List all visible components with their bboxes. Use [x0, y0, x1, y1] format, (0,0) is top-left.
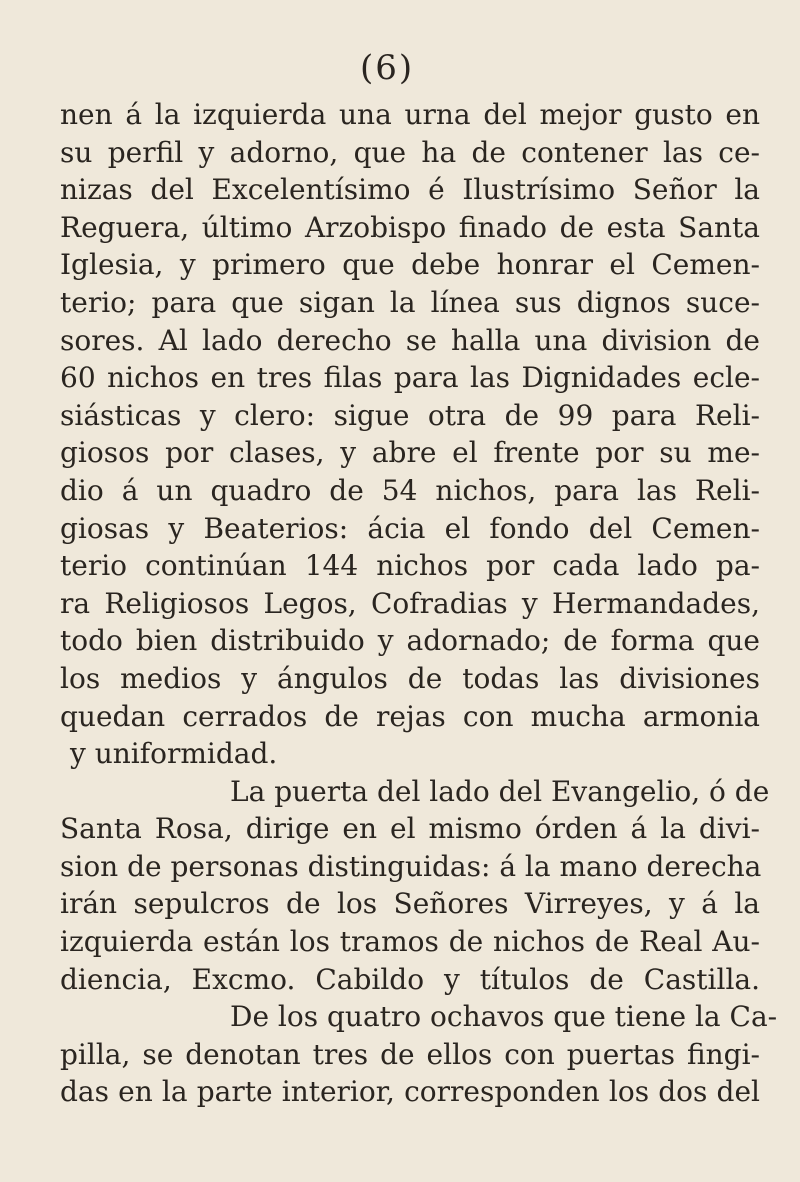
text-line: Iglesia, y primero que debe honrar el Cemen-	[60, 248, 760, 282]
text-line: giosas y Beaterios: ácia el fondo del Cemen-	[60, 511, 760, 545]
text-line: 60 nichos en tres filas para las Dignidades ecle-	[60, 361, 760, 395]
text-line: diencia, Excmo. Cabildo y títulos de Castilla.	[60, 962, 760, 996]
text-line: izquierda están los tramos de nichos de Real Au-	[60, 925, 760, 959]
text-line: su perfil y adorno, que ha de contener las ce-	[60, 135, 760, 169]
text-line: dio á un quadro de 54 nichos, para las Reli-	[60, 473, 760, 507]
text-line: los medios y ángulos de todas las divisiones	[60, 661, 760, 695]
text-line: sores. Al lado derecho se halla una division de	[60, 323, 760, 357]
body-text	[60, 96, 778, 1111]
text-line: Reguera, último Arzobispo finado de esta Santa	[60, 210, 760, 244]
text-line: siásticas y clero: sigue otra de 99 para Reli-	[60, 398, 760, 432]
text-line: quedan cerrados de rejas con mucha armonia	[60, 699, 760, 733]
text-line: todo bien distribuido y adornado; de forma que	[60, 624, 760, 658]
text-line: Santa Rosa, dirige en el mismo órden á la divi-	[60, 812, 760, 846]
text-line: giosos por clases, y abre el frente por su me-	[60, 436, 760, 470]
text-line: nen á la izquierda una urna del mejor gusto en	[60, 98, 760, 131]
text-line: La puerta del lado del Evangelio, ó de	[230, 774, 770, 808]
text-line: terio; para que sigan la línea sus dignos suce-	[60, 285, 760, 319]
text-line: y uniformidad.	[70, 737, 278, 771]
page-number: (6)	[360, 48, 415, 88]
text-line: nizas del Excelentísimo é Ilustrísimo Señor la	[60, 173, 760, 207]
text-line: sion de personas distinguidas: á la mano derecha	[60, 849, 762, 883]
text-line: terio continúan 144 nichos por cada lado pa-	[60, 549, 760, 583]
text-line: ra Religiosos Legos, Cofradias y Hermandades,	[60, 586, 760, 620]
text-line: De los quatro ochavos que tiene la Ca-	[230, 1000, 778, 1034]
text-line: pilla, se denotan tres de ellos con puertas fingi-	[60, 1037, 760, 1071]
text-line: das en la parte interior, corresponden los dos del	[60, 1075, 760, 1109]
text-line: irán sepulcros de los Señores Virreyes, y á la	[60, 887, 760, 921]
